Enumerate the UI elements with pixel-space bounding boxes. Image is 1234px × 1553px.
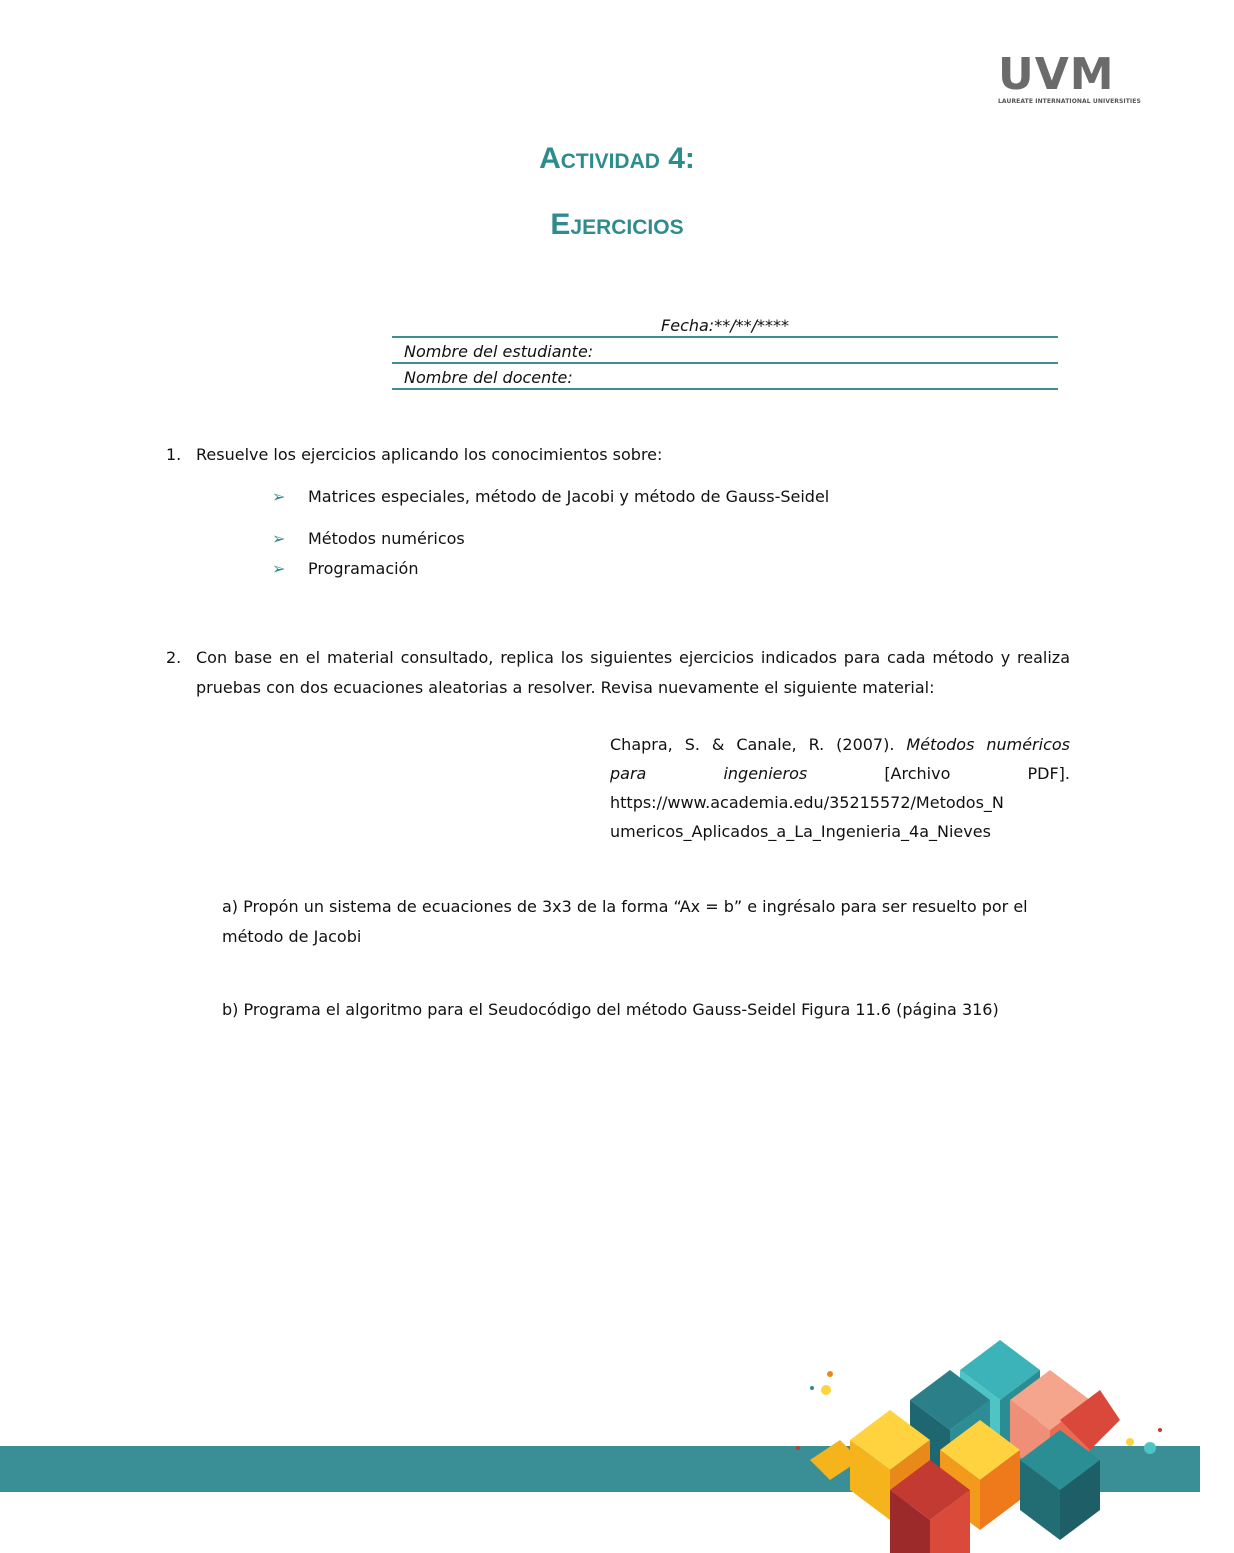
reference-title-b2: ingenieros: [723, 764, 808, 783]
question-2-number: 2.: [166, 648, 182, 667]
bullet-item: [272, 524, 465, 554]
reference-title-a: Métodos numéricos: [906, 735, 1071, 754]
bullet-item: [272, 482, 829, 512]
title-line-2: Ejercicios: [550, 208, 684, 241]
bullet-item: [272, 554, 418, 584]
date-field: Fecha:**/**/****: [392, 312, 1058, 338]
reference-line-1: [610, 730, 1070, 759]
subitem-a: a) Propón un sistema de ecuaciones de 3x3 de la forma “Ax = b” e ingrésalo para ser resuelto por el método de Jacobi: [222, 897, 1028, 946]
bullet-text: Matrices especiales, método de Jacobi y método de Gauss-Seidel: [308, 487, 830, 506]
arrow-bullet-icon: ➢: [272, 529, 286, 548]
teacher-name-field: Nombre del docente:: [392, 364, 1058, 390]
logo-subtitle: LAUREATE INTERNATIONAL UNIVERSITIES: [998, 98, 1141, 105]
reference-line-2: [610, 759, 1070, 788]
logo-text: UVM: [998, 49, 1115, 100]
arrow-bullet-icon: ➢: [272, 487, 286, 506]
subitem-b: b) Programa el algoritmo para el Seudocódigo del método Gauss-Seidel Figura 11.6 (página 316): [222, 1000, 999, 1019]
reference-title-b1: para: [610, 764, 647, 783]
header-fields: [392, 312, 1058, 390]
question-1-text: Resuelve los ejercicios aplicando los conocimientos sobre:: [196, 445, 663, 464]
title-line-1: Actividad 4:: [539, 142, 695, 175]
question-1-number: 1.: [166, 445, 182, 464]
bibliographic-reference: [610, 730, 1070, 846]
reference-url-2[interactable]: umericos_Aplicados_a_La_Ingenieria_4a_Nieves: [610, 822, 991, 841]
arrow-bullet-icon: ➢: [272, 559, 286, 578]
uvm-logo: [998, 49, 1141, 105]
cube-cluster: [796, 1340, 1162, 1553]
question-2-text: Con base en el material consultado, replica los siguientes ejercicios indicados para cada método y realiza pruebas con dos ecuaciones aleatorias a resolver. Revisa nuevamente el siguiente material:: [196, 648, 1070, 697]
reference-authors: Chapra, S. & Canale, R. (2007).: [610, 735, 895, 754]
decorative-cubes-graphic: [790, 1330, 1200, 1553]
reference-url-1[interactable]: https://www.academia.edu/35215572/Metodos_N: [610, 793, 1004, 812]
reference-format-1: [Archivo: [884, 764, 951, 783]
student-name-field: Nombre del estudiante:: [392, 338, 1058, 364]
bullet-text: Programación: [308, 559, 419, 578]
reference-format-2: PDF].: [1027, 764, 1070, 783]
bullet-text: Métodos numéricos: [308, 529, 465, 548]
